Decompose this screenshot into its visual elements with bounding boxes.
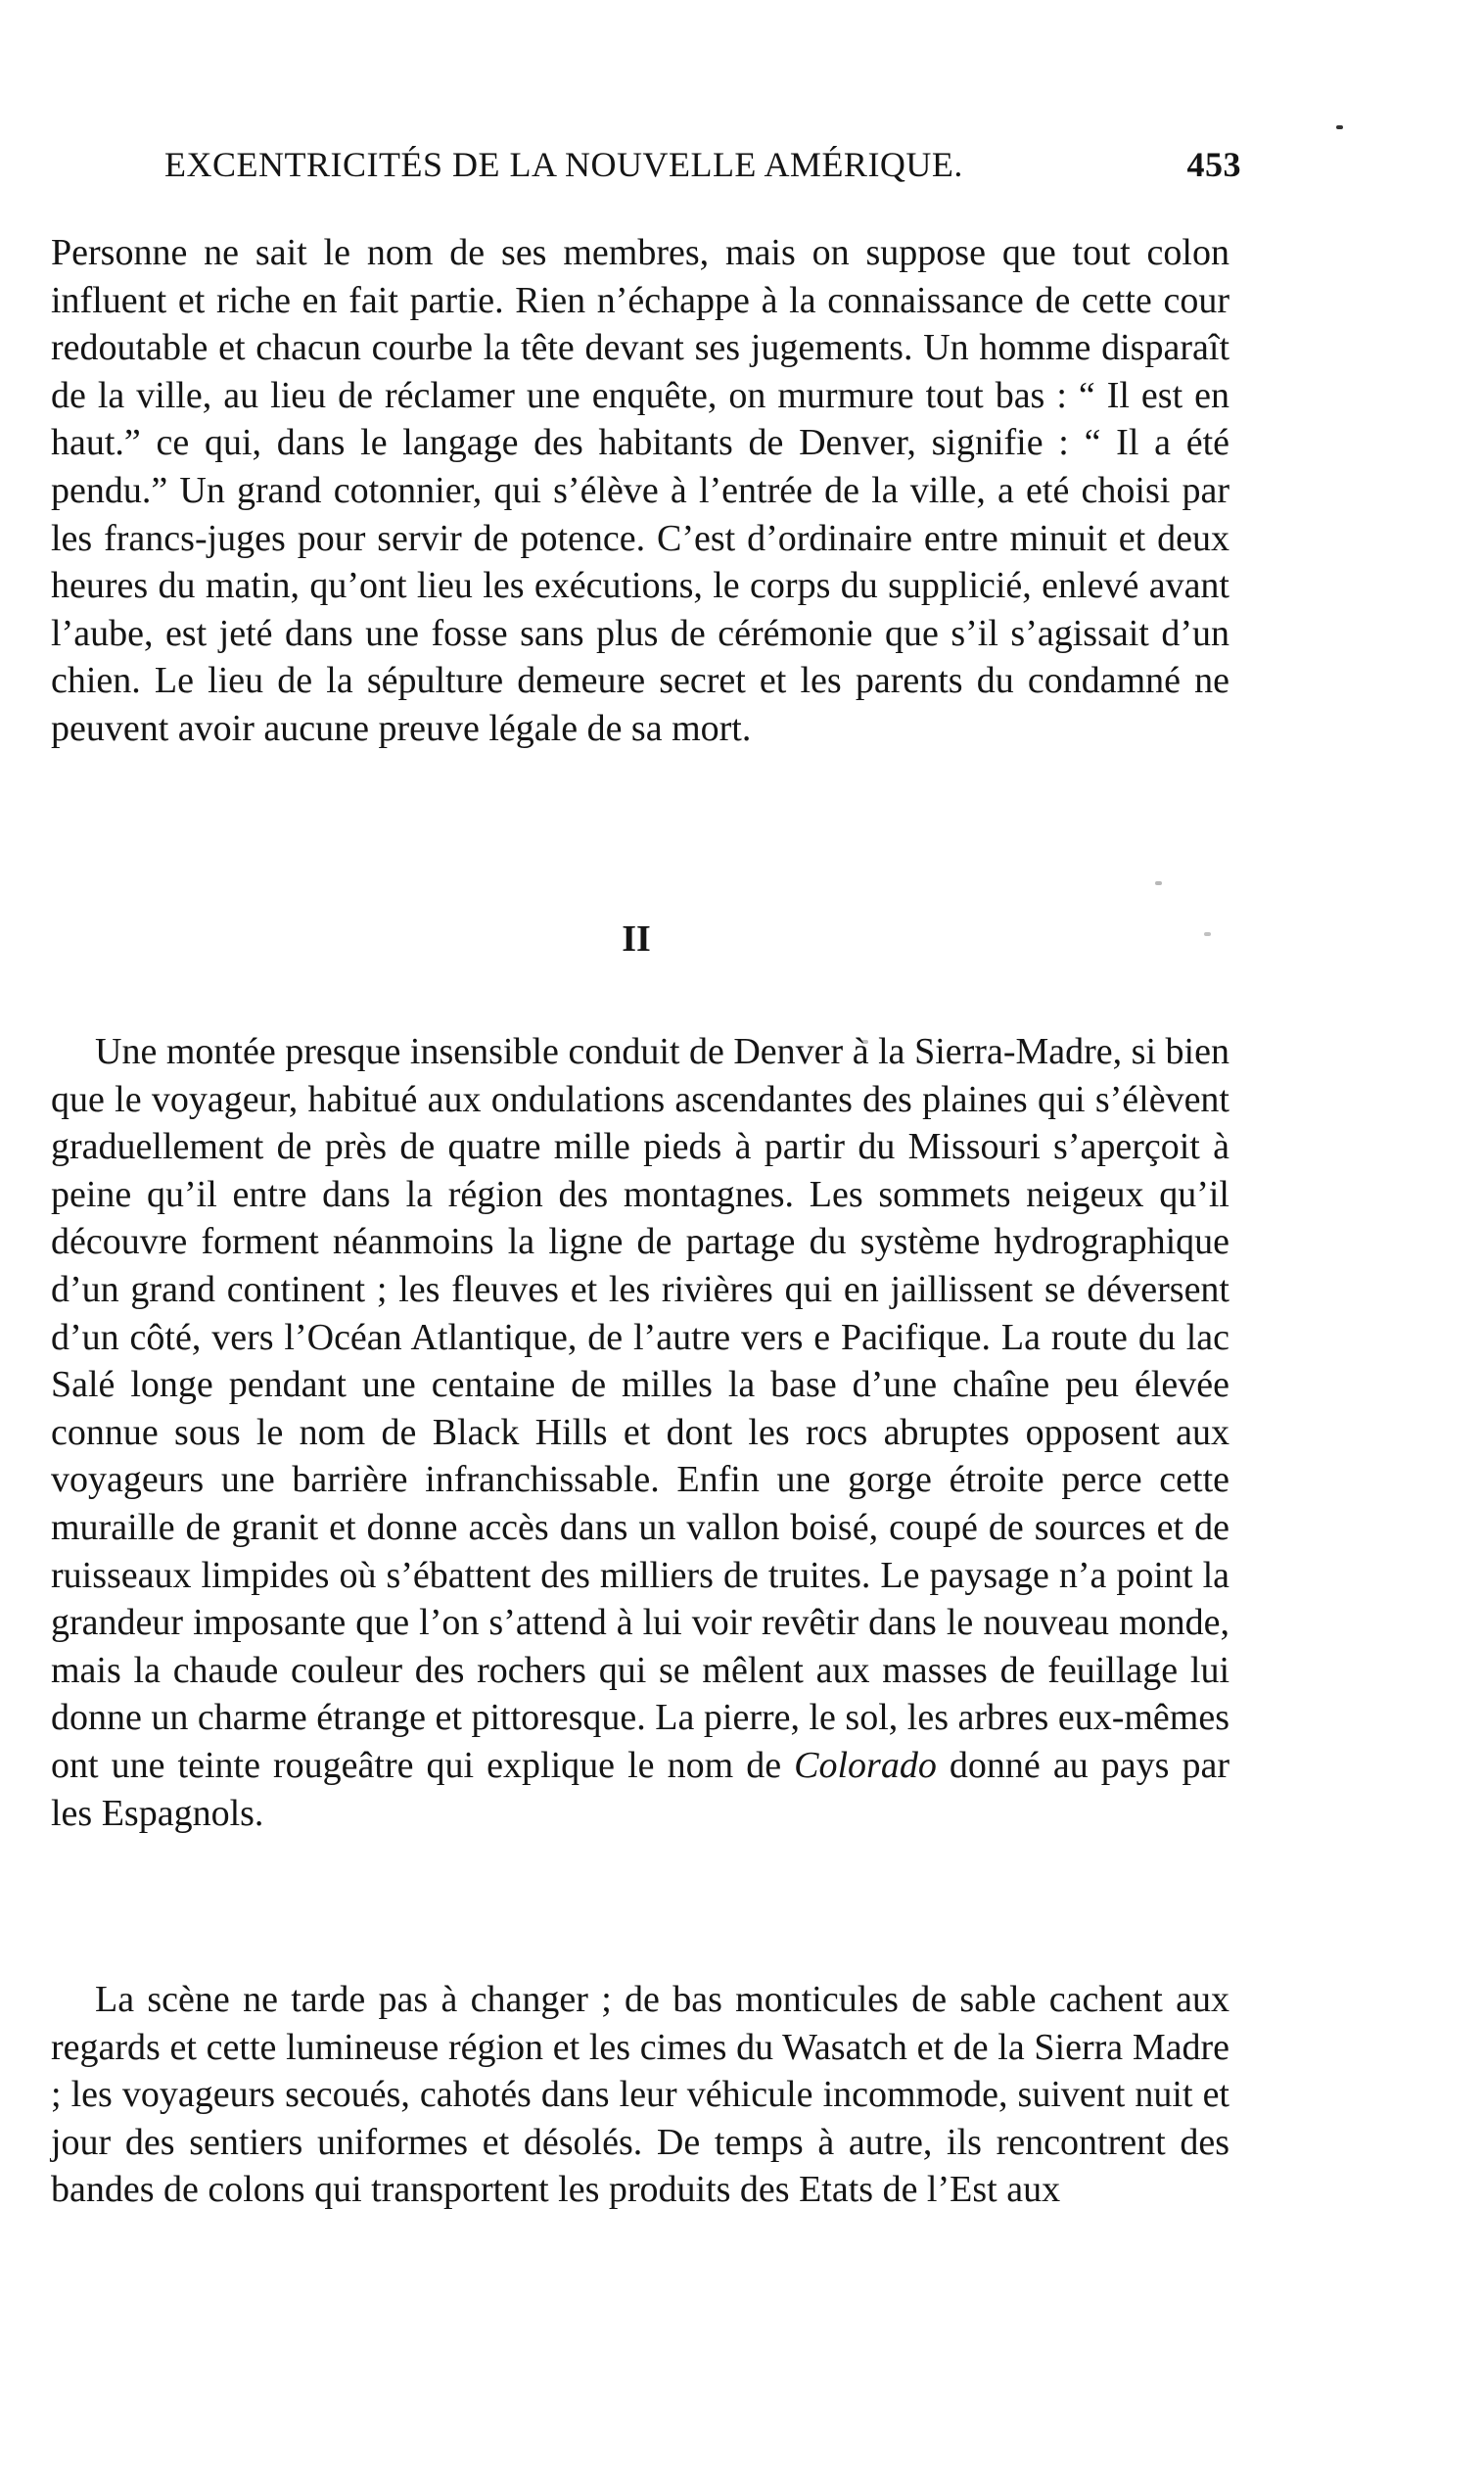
print-speck — [1204, 932, 1211, 936]
section-number: II — [622, 918, 651, 960]
paragraph-2-italic: Colorado — [794, 1744, 937, 1786]
running-head — [164, 137, 1241, 192]
paragraph-2-end: donné au pays par les Espagnols. — [51, 1744, 1230, 1834]
paragraph-3: La scène ne tarde pas à changer ; de bas monticules de sable cachent aux regards et cette lumineuse région et les cimes du Wasatch et de la Sierra Madre ; les voyageurs secoués, cahotés dans leur véhicule incommode, suivent nuit et jour des sentiers uniformes et désolés. De temps à autre, ils rencontrent des bandes de colons qui transportent les produits des Etats de l’Est aux — [51, 1979, 1229, 2211]
paragraph-2-text: Une montée presque insensible conduit de Denver à la Sierra-Madre, si bien que le voyageur, habitué aux ondulations ascendantes des plaines qui s’élèvent graduellement de près de quatre mille pieds à partir du Missouri s’aperçoit à peine qu’il entre dans la région des montagnes. Les sommets neigeux qu’il découvre forment néanmoins la ligne de partage du système hydrographique d’un grand continent ; les fleuves et les rivières qui en jaillissent se déversent d’un côté, vers l’Océan Atlantique, de l’autre vers e Pacifique. La route du lac Salé longe pendant une centaine de milles la base d’une chaîne peu élevée connue sous le nom de Black Hills et dont les rocs abruptes opposent aux voyageurs une barrière infranchissable. Enfin une gorge étroite perce cette muraille de granit et donne accès dans un vallon boisé, coupé de sources et de ruisseaux limpides où s’ébattent des milliers de truites. Le paysage n’a point la grandeur imposante que l’on s’attend à lui voir revêtir dans le nouveau monde, mais la chaude couleur des rochers qui se mêlent aux masses de feuillage lui donne un charme étrange et pittoresque. La pierre, le sol, les arbres eux-mêmes ont une teinte rougeâtre qui explique le nom de — [51, 1031, 1229, 1786]
page-number: 453 — [1186, 145, 1241, 184]
paragraph-1: Personne ne sait le nom de ses membres, mais on suppose que tout colon influent et riche en fait partie. Rien n’échappe à la connaissance de cette cour redoutable et chacun courbe la tête devant ses jugements. Un homme disparaît de la ville, au lieu de réclamer une enquête, on murmure tout bas : “ Il est en haut.” ce qui, dans le langage des habitants de Denver, signifie : “ Il a été pendu.” Un grand cotonnier, qui s’élève à l’entrée de la ville, a eté choisi par les francs-juges pour servir de potence. C’est d’ordinaire entre minuit et deux heures du matin, qu’ont lieu les exécutions, le corps du supplicié, enlevé avant l’aube, est jeté dans une fosse sans plus de cérémonie que s’il s’agissait d’un chien. Le lieu de la sépulture demeure secret et les parents du condamné ne peuvent avoir aucune preuve légale de sa mort. — [51, 232, 1229, 749]
chapter-title: EXCENTRICITÉS DE LA NOUVELLE AMÉRIQUE. — [164, 145, 963, 184]
print-speck — [1155, 881, 1162, 885]
print-speck — [861, 1040, 868, 1044]
paragraph-2 — [51, 1028, 1229, 1837]
print-speck — [1336, 125, 1343, 129]
